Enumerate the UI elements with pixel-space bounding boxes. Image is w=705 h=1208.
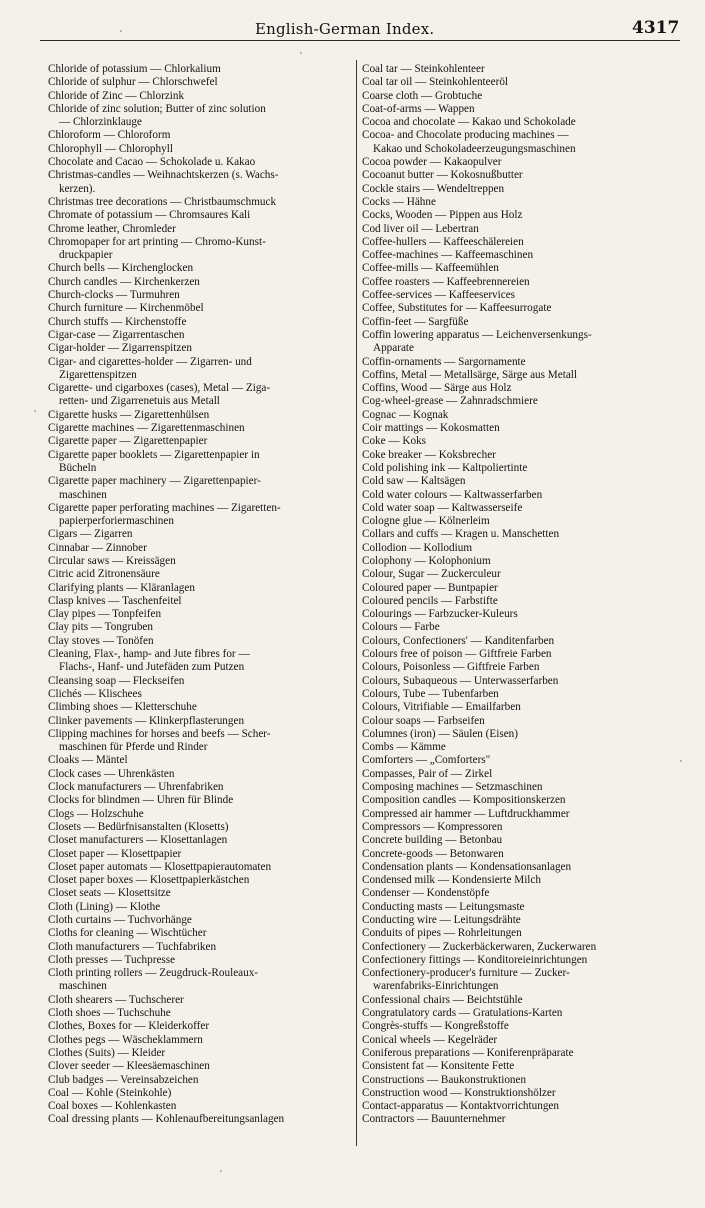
- index-entry: Coke — Koks: [362, 435, 427, 448]
- index-entry: Cold saw — Kaltsägen: [362, 475, 466, 488]
- index-entry: Cigarette paper perforating machines — Zigaretten-: [48, 501, 281, 514]
- index-entry: Composition candles — Kompositionskerzen: [362, 794, 566, 807]
- index-entry: Clock cases — Uhrenkästen: [48, 767, 175, 780]
- index-entry: Cold polishing ink — Kaltpoliertinte: [362, 461, 528, 474]
- index-entry: Coffin-ornaments — Sargornamente: [362, 355, 526, 368]
- index-entry: Clinker pavements — Klinkerpflasterungen: [48, 714, 245, 727]
- page-header: [0, 18, 705, 40]
- index-entry: Confectionery — Zuckerbäckerwaren, Zuckerwaren: [362, 940, 597, 953]
- index-entry: Conducting wire — Leitungsdrähte: [362, 914, 521, 926]
- index-entry: Clover seeder — Kleesäemaschinen: [48, 1060, 210, 1073]
- index-entry: Compressed air hammer — Luftdruckhammer: [362, 807, 570, 820]
- index-entry: Coir mattings — Kokosmatten: [362, 422, 500, 435]
- index-entry: Coffee-hullers — Kaffeeschälereien: [362, 235, 524, 248]
- index-entry: Cleaning, Flax-, hamp- and Jute fibres for —: [48, 648, 250, 661]
- index-entry: Chromopaper for art printing — Chromo-Kunst-: [48, 235, 266, 248]
- column-divider: [356, 60, 357, 1146]
- index-entry: Cold water soap — Kaltwasserseife: [362, 501, 523, 514]
- index-entry: Conduits of pipes — Rohrleitungen: [362, 927, 522, 940]
- index-entry: Concrete-goods — Betonwaren: [362, 847, 504, 860]
- index-entry: warenfabriks-Einrichtungen: [373, 980, 499, 993]
- index-entry: Cigarette paper — Zigarettenpapier: [48, 435, 208, 448]
- index-entry: Cigar- and cigarettes-holder — Zigarren- und: [48, 355, 252, 368]
- index-entry: Coal dressing plants — Kohlenaufbereitungsanlagen: [48, 1113, 285, 1126]
- index-entry: Chloride of Zinc — Chlorzink: [48, 89, 185, 102]
- index-entry: Coffee-machines — Kaffeemaschinen: [362, 249, 534, 262]
- index-entry: Cigarette paper booklets — Zigarettenpapier in: [48, 448, 260, 461]
- print-speck: [680, 760, 682, 762]
- index-entry: Chlorophyll — Chlorophyll: [48, 142, 173, 155]
- index-entry: Clock manufacturers — Uhrenfabriken: [48, 781, 224, 794]
- header-rule: [40, 40, 680, 41]
- index-entry: Coffee-services — Kaffeeservices: [362, 289, 516, 302]
- index-entry: — Chlorzinklauge: [59, 116, 142, 129]
- index-entry: Cigarette paper machinery — Zigarettenpapier-: [48, 475, 261, 488]
- index-entry: Christmas tree decorations — Christbaumschmuck: [48, 195, 277, 208]
- index-entry: Chloride of zinc solution; Butter of zinc solution: [48, 102, 266, 115]
- index-entry: Cocoanut butter — Kokosnußbutter: [362, 169, 523, 182]
- index-entry: Condensed milk — Kondensierte Milch: [362, 874, 541, 887]
- index-entry: Congrès-stuffs — Kongreßstoffe: [362, 1020, 509, 1033]
- index-entry: Coniferous preparations — Koniferenpräparate: [362, 1046, 574, 1059]
- index-entry: Cog-wheel-grease — Zahnradschmiere: [362, 395, 538, 408]
- index-entry: Colours, Vitrifiable — Emailfarben: [362, 701, 521, 714]
- index-entry: Cleansing soap — Fleckseifen: [48, 674, 185, 687]
- index-entry: Coffee, Substitutes for — Kaffeesurrogate: [362, 302, 552, 315]
- index-entry: Constructions — Baukonstruktionen: [362, 1073, 527, 1086]
- index-entry: Colourings — Farbzucker-Kuleurs: [362, 608, 518, 621]
- index-entry: Contractors — Bauunternehmer: [362, 1113, 506, 1126]
- index-entry: Clasp knives — Taschenfeitel: [48, 594, 182, 607]
- index-entry: Kakao und Schokoladeerzeugungsmaschinen: [373, 142, 576, 155]
- index-entry: Confessional chairs — Beichtstühle: [362, 993, 523, 1006]
- index-entry: Coffins, Wood — Särge aus Holz: [362, 382, 512, 395]
- index-entry: Chromate of potassium — Chromsaures Kali: [48, 209, 251, 222]
- index-entry: Comforters — „Comforters": [362, 754, 491, 767]
- index-entry: Cigarette- und cigarboxes (cases), Metal — Ziga-: [48, 382, 271, 395]
- index-entry: Collars and cuffs — Kragen u. Manschetten: [362, 528, 560, 541]
- index-entry: Clothes (Suits) — Kleider: [48, 1046, 166, 1059]
- index-entry: Coffin-feet — Sargfüße: [362, 315, 469, 328]
- index-entry: Cloaks — Mäntel: [48, 754, 128, 767]
- index-entry: Cocks, Wooden — Pippen aus Holz: [362, 209, 523, 222]
- index-entry: Coffins, Metal — Metallsärge, Särge aus Metall: [362, 368, 578, 381]
- index-entry: Coarse cloth — Grobtuche: [362, 89, 483, 102]
- index-entry: Cocoa- and Chocolate producing machines —: [362, 129, 569, 142]
- index-entry: Clay stoves — Tonöfen: [48, 634, 154, 647]
- index-entry: Chrome leather, Chromleder: [48, 222, 176, 235]
- index-entry: Cod liver oil — Lebertran: [362, 222, 479, 235]
- index-entry: Colours, Poisonless — Giftfreie Farben: [362, 661, 540, 674]
- index-entry: Cloths for cleaning — Wischtücher: [48, 927, 207, 940]
- index-entry: Clothes, Boxes for — Kleiderkoffer: [48, 1020, 210, 1033]
- index-entry: Combs — Kämme: [362, 741, 446, 754]
- index-entry: Cologne glue — Kölnerleim: [362, 515, 490, 528]
- index-entry: Coloured pencils — Farbstifte: [362, 594, 498, 607]
- index-entry: Cocoa and chocolate — Kakao und Schokolade: [362, 116, 576, 129]
- index-entry: Cigar-case — Zigarrentaschen: [48, 328, 185, 341]
- index-entry: Cloth printing rollers — Zeugdruck-Rouleaux-: [48, 967, 259, 980]
- index-entry: Cigarette machines — Zigarettenmaschinen: [48, 422, 245, 435]
- index-entry: Colours, Subaqueous — Unterwasserfarben: [362, 674, 559, 687]
- index-entry: Condenser — Kondenstöpfe: [362, 887, 490, 900]
- index-entry: Apparate: [373, 342, 414, 355]
- index-entry: Clogs — Holzschuhe: [48, 807, 144, 820]
- index-entry: Clothes pegs — Wäscheklammern: [48, 1033, 203, 1046]
- index-entry: Closet seats — Klosettsitze: [48, 887, 171, 900]
- index-entry: Concrete building — Betonbau: [362, 834, 503, 847]
- index-entry: Cocoa powder — Kakaopulver: [362, 156, 502, 169]
- index-entry: Cloth shoes — Tuchschuhe: [48, 1007, 171, 1020]
- index-entry: Colours, Tube — Tubenfarben: [362, 687, 499, 700]
- index-entry: Cloth shearers — Tuchscherer: [48, 993, 184, 1006]
- index-entry: Cigarette husks — Zigarettenhülsen: [48, 408, 210, 421]
- index-entry: Colour, Sugar — Zuckerculeur: [362, 568, 501, 581]
- index-entry: Chloride of potassium — Chlorkalium: [48, 63, 221, 75]
- index-entry: Coloured paper — Buntpapier: [362, 581, 498, 594]
- index-entry: Conical wheels — Kegelräder: [362, 1033, 498, 1046]
- index-entry: Cloth presses — Tuchpresse: [48, 953, 176, 966]
- index-entry: Church bells — Kirchenglocken: [48, 262, 194, 275]
- index-entry: Confectionery-producer's furniture — Zucker-: [362, 967, 570, 980]
- print-speck: [34, 410, 36, 412]
- index-entry: Colours free of poison — Giftfreie Farben: [362, 648, 552, 661]
- index-entry: Cloth (Lining) — Klothe: [48, 900, 161, 913]
- index-entry: Church candles — Kirchenkerzen: [48, 275, 200, 288]
- index-entry: Circular saws — Kreissägen: [48, 554, 176, 567]
- index-entry: Clocks for blindmen — Uhren für Blinde: [48, 794, 234, 807]
- index-entry: Cinnabar — Zinnober: [48, 541, 147, 554]
- index-entry: Closets — Bedürfnisanstalten (Klosetts): [48, 820, 229, 833]
- index-entry: Church stuffs — Kirchenstoffe: [48, 315, 187, 328]
- index-entry: Church-clocks — Turmuhren: [48, 289, 180, 302]
- index-entry: papierperforiermaschinen: [59, 515, 174, 528]
- index-entry: Chloride of sulphur — Chlorschwefel: [48, 76, 218, 89]
- index-entry: Church furniture — Kirchenmöbel: [48, 302, 204, 315]
- index-entry: Cockle stairs — Wendeltreppen: [362, 182, 505, 195]
- index-entry: Chloroform — Chloroform: [48, 129, 171, 142]
- index-entry: Cold water colours — Kaltwasserfarben: [362, 488, 543, 501]
- index-entry: Cloth curtains — Tuchvorhänge: [48, 914, 192, 926]
- index-entry: Clichés — Klischees: [48, 687, 142, 700]
- index-entry: Chocolate and Cacao — Schokolade u. Kakao: [48, 156, 256, 169]
- index-entry: Clay pipes — Tonpfeifen: [48, 608, 162, 621]
- index-entry: kerzen).: [59, 182, 96, 195]
- page-number: 4317: [632, 18, 680, 38]
- index-entry: druckpapier: [59, 249, 113, 262]
- index-entry: Conducting masts — Leitungsmaste: [362, 900, 525, 913]
- index-entry: Coal tar — Steinkohlenteer: [362, 63, 485, 75]
- index-entry: Clarifying plants — Kläranlagen: [48, 581, 195, 594]
- index-entry: Climbing shoes — Kletterschuhe: [48, 701, 197, 714]
- index-entry: Coffee-mills — Kaffeemühlen: [362, 262, 499, 275]
- index-entry: Closet paper boxes — Klosettpapierkästchen: [48, 874, 250, 887]
- index-entry: Coal tar oil — Steinkohlenteeröl: [362, 76, 509, 89]
- index-entry: maschinen für Pferde und Rinder: [59, 741, 208, 754]
- index-entry: Condensation plants — Kondensationsanlagen: [362, 860, 572, 873]
- index-entry: Closet manufacturers — Klosettanlagen: [48, 834, 228, 847]
- index-entry: Contact-apparatus — Kontaktvorrichtungen: [362, 1100, 559, 1113]
- index-entry: Colophony — Kolophonium: [362, 554, 491, 567]
- index-entry: Colours — Farbe: [362, 621, 440, 634]
- index-entry: Consistent fat — Konsitente Fette: [362, 1060, 515, 1073]
- index-entry: Closet paper automats — Klosettpapierautomaten: [48, 860, 272, 873]
- index-entry: Cloth manufacturers — Tuchfabriken: [48, 940, 217, 953]
- index-entry: Cognac — Kognak: [362, 408, 449, 421]
- print-speck: [120, 30, 122, 32]
- index-entry: Columnes (iron) — Säulen (Eisen): [362, 727, 518, 740]
- left-index-column: [48, 63, 353, 1127]
- index-entry: Coke breaker — Koksbrecher: [362, 448, 496, 461]
- print-speck: [220, 1170, 222, 1172]
- index-entry: Cigar-holder — Zigarrenspitzen: [48, 342, 192, 355]
- index-entry: Zigarettenspitzen: [59, 368, 137, 381]
- index-entry: retten- und Zigarrenetuis aus Metall: [59, 395, 220, 408]
- index-entry: Construction wood — Konstruktionshölzer: [362, 1086, 556, 1099]
- index-entry: Compasses, Pair of — Zirkel: [362, 767, 493, 780]
- index-entry: Compressors — Kompressoren: [362, 820, 503, 833]
- index-entry: Coal — Kohle (Steinkohle): [48, 1086, 172, 1099]
- index-entry: Coat-of-arms — Wappen: [362, 102, 475, 115]
- index-entry: Closet paper — Klosettpapier: [48, 847, 182, 860]
- index-entry: Collodion — Kollodium: [362, 541, 473, 554]
- index-entry: Club badges — Vereinsabzeichen: [48, 1073, 199, 1086]
- print-speck: [300, 52, 302, 54]
- index-entry: Coffin lowering apparatus — Leichenversenkungs-: [362, 328, 592, 341]
- index-entry: Clay pits — Tongruben: [48, 621, 153, 634]
- index-entry: Christmas-candles — Weihnachtskerzen (s. Wachs-: [48, 169, 279, 182]
- index-entry: Coffee roasters — Kaffeebrennereien: [362, 275, 530, 288]
- index-entry: maschinen: [59, 488, 107, 501]
- index-entry: Composing machines — Setzmaschinen: [362, 781, 543, 794]
- index-entry: Colour soaps — Farbseifen: [362, 714, 485, 727]
- index-entry: Confectionery fittings — Konditoreieinrichtungen: [362, 953, 588, 966]
- index-entry: Bücheln: [59, 461, 97, 474]
- index-entry: Coal boxes — Kohlenkasten: [48, 1100, 177, 1113]
- index-entry: Cocks — Hähne: [362, 195, 436, 208]
- index-entry: Clipping machines for horses and beefs — Scher-: [48, 727, 271, 740]
- running-title: English-German Index.: [255, 20, 435, 38]
- index-entry: Congratulatory cards — Gratulations-Karten: [362, 1007, 563, 1020]
- index-entry: Colours, Confectioners' — Kanditenfarben: [362, 634, 555, 647]
- index-entry: Flachs-, Hanf- und Jutefäden zum Putzen: [59, 661, 245, 674]
- index-entry: maschinen: [59, 980, 107, 993]
- index-entry: Citric acid Zitronensäure: [48, 568, 160, 581]
- right-index-column: [362, 63, 662, 1127]
- index-entry: Cigars — Zigarren: [48, 528, 133, 541]
